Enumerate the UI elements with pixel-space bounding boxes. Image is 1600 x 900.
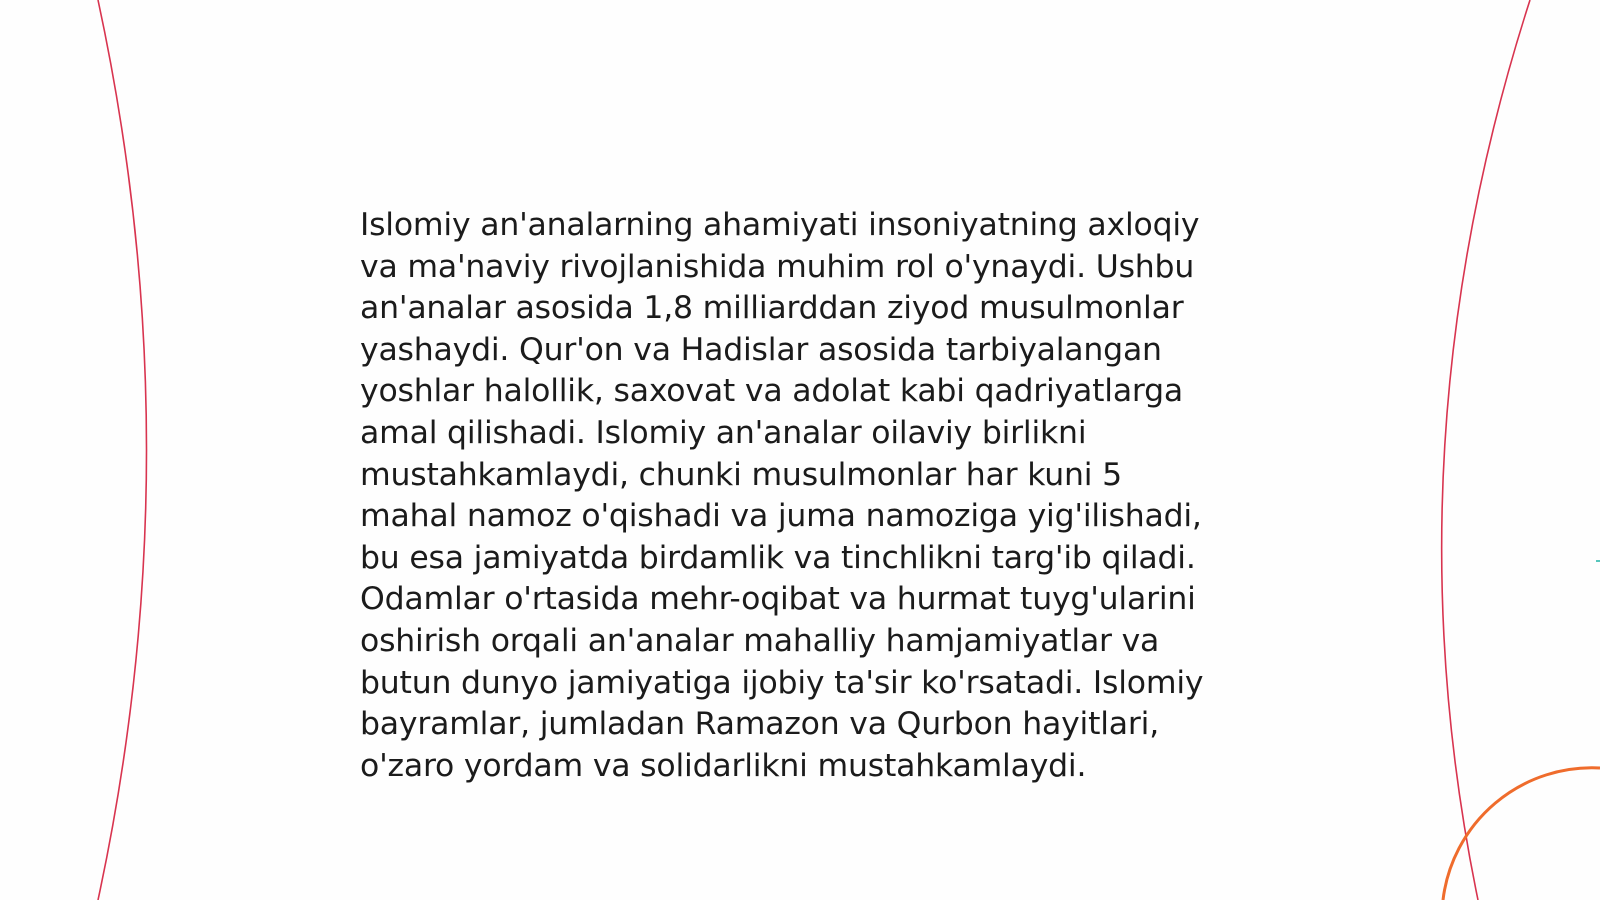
right-arc-line [1442,0,1530,900]
paragraph-line: Islomiy an'analarning ahamiyati insoniyatning axloqiy [360,207,1200,243]
paragraph-line: mahal namoz o'qishadi va juma namoziga yig'ilishadi, [360,498,1202,535]
paragraph-line: mustahkamlaydi, chunki musulmonlar har kuni 5 [360,456,1122,493]
body-paragraph [360,205,1240,787]
paragraph-line: Odamlar o'rtasida mehr-oqibat va hurmat tuyg'ularini [360,581,1196,618]
paragraph-line: bu esa jamiyatda birdamlik va tinchlikni targ'ib qiladi. [360,539,1196,576]
paragraph-line: amal qilishadi. Islomiy an'analar oilaviy birlikni [360,414,1087,451]
paragraph-line: bayramlar, jumladan Ramazon va Qurbon hayitlari, [360,706,1160,743]
left-arc-line [98,0,147,900]
paragraph-line: yoshlar halollik, saxovat va adolat kabi qadriyatlarga [360,373,1184,410]
paragraph-line: an'analar asosida 1,8 milliarddan ziyod musulmonlar [360,290,1184,327]
paragraph-line: yashaydi. Qur'on va Hadislar asosida tarbiyalangan [360,331,1162,368]
paragraph-line: va ma'naviy rivojlanishida muhim rol o'ynaydi. Ushbu [360,248,1195,285]
paragraph-line: butun dunyo jamiyatiga ijobiy ta'sir ko'rsatadi. Islomiy [360,664,1204,701]
paragraph-line: oshirish orqali an'analar mahalliy hamjamiyatlar va [360,622,1160,659]
paragraph-line: o'zaro yordam va solidarlikni mustahkamlaydi. [360,747,1087,784]
orange-circle-arc [1443,768,1600,900]
